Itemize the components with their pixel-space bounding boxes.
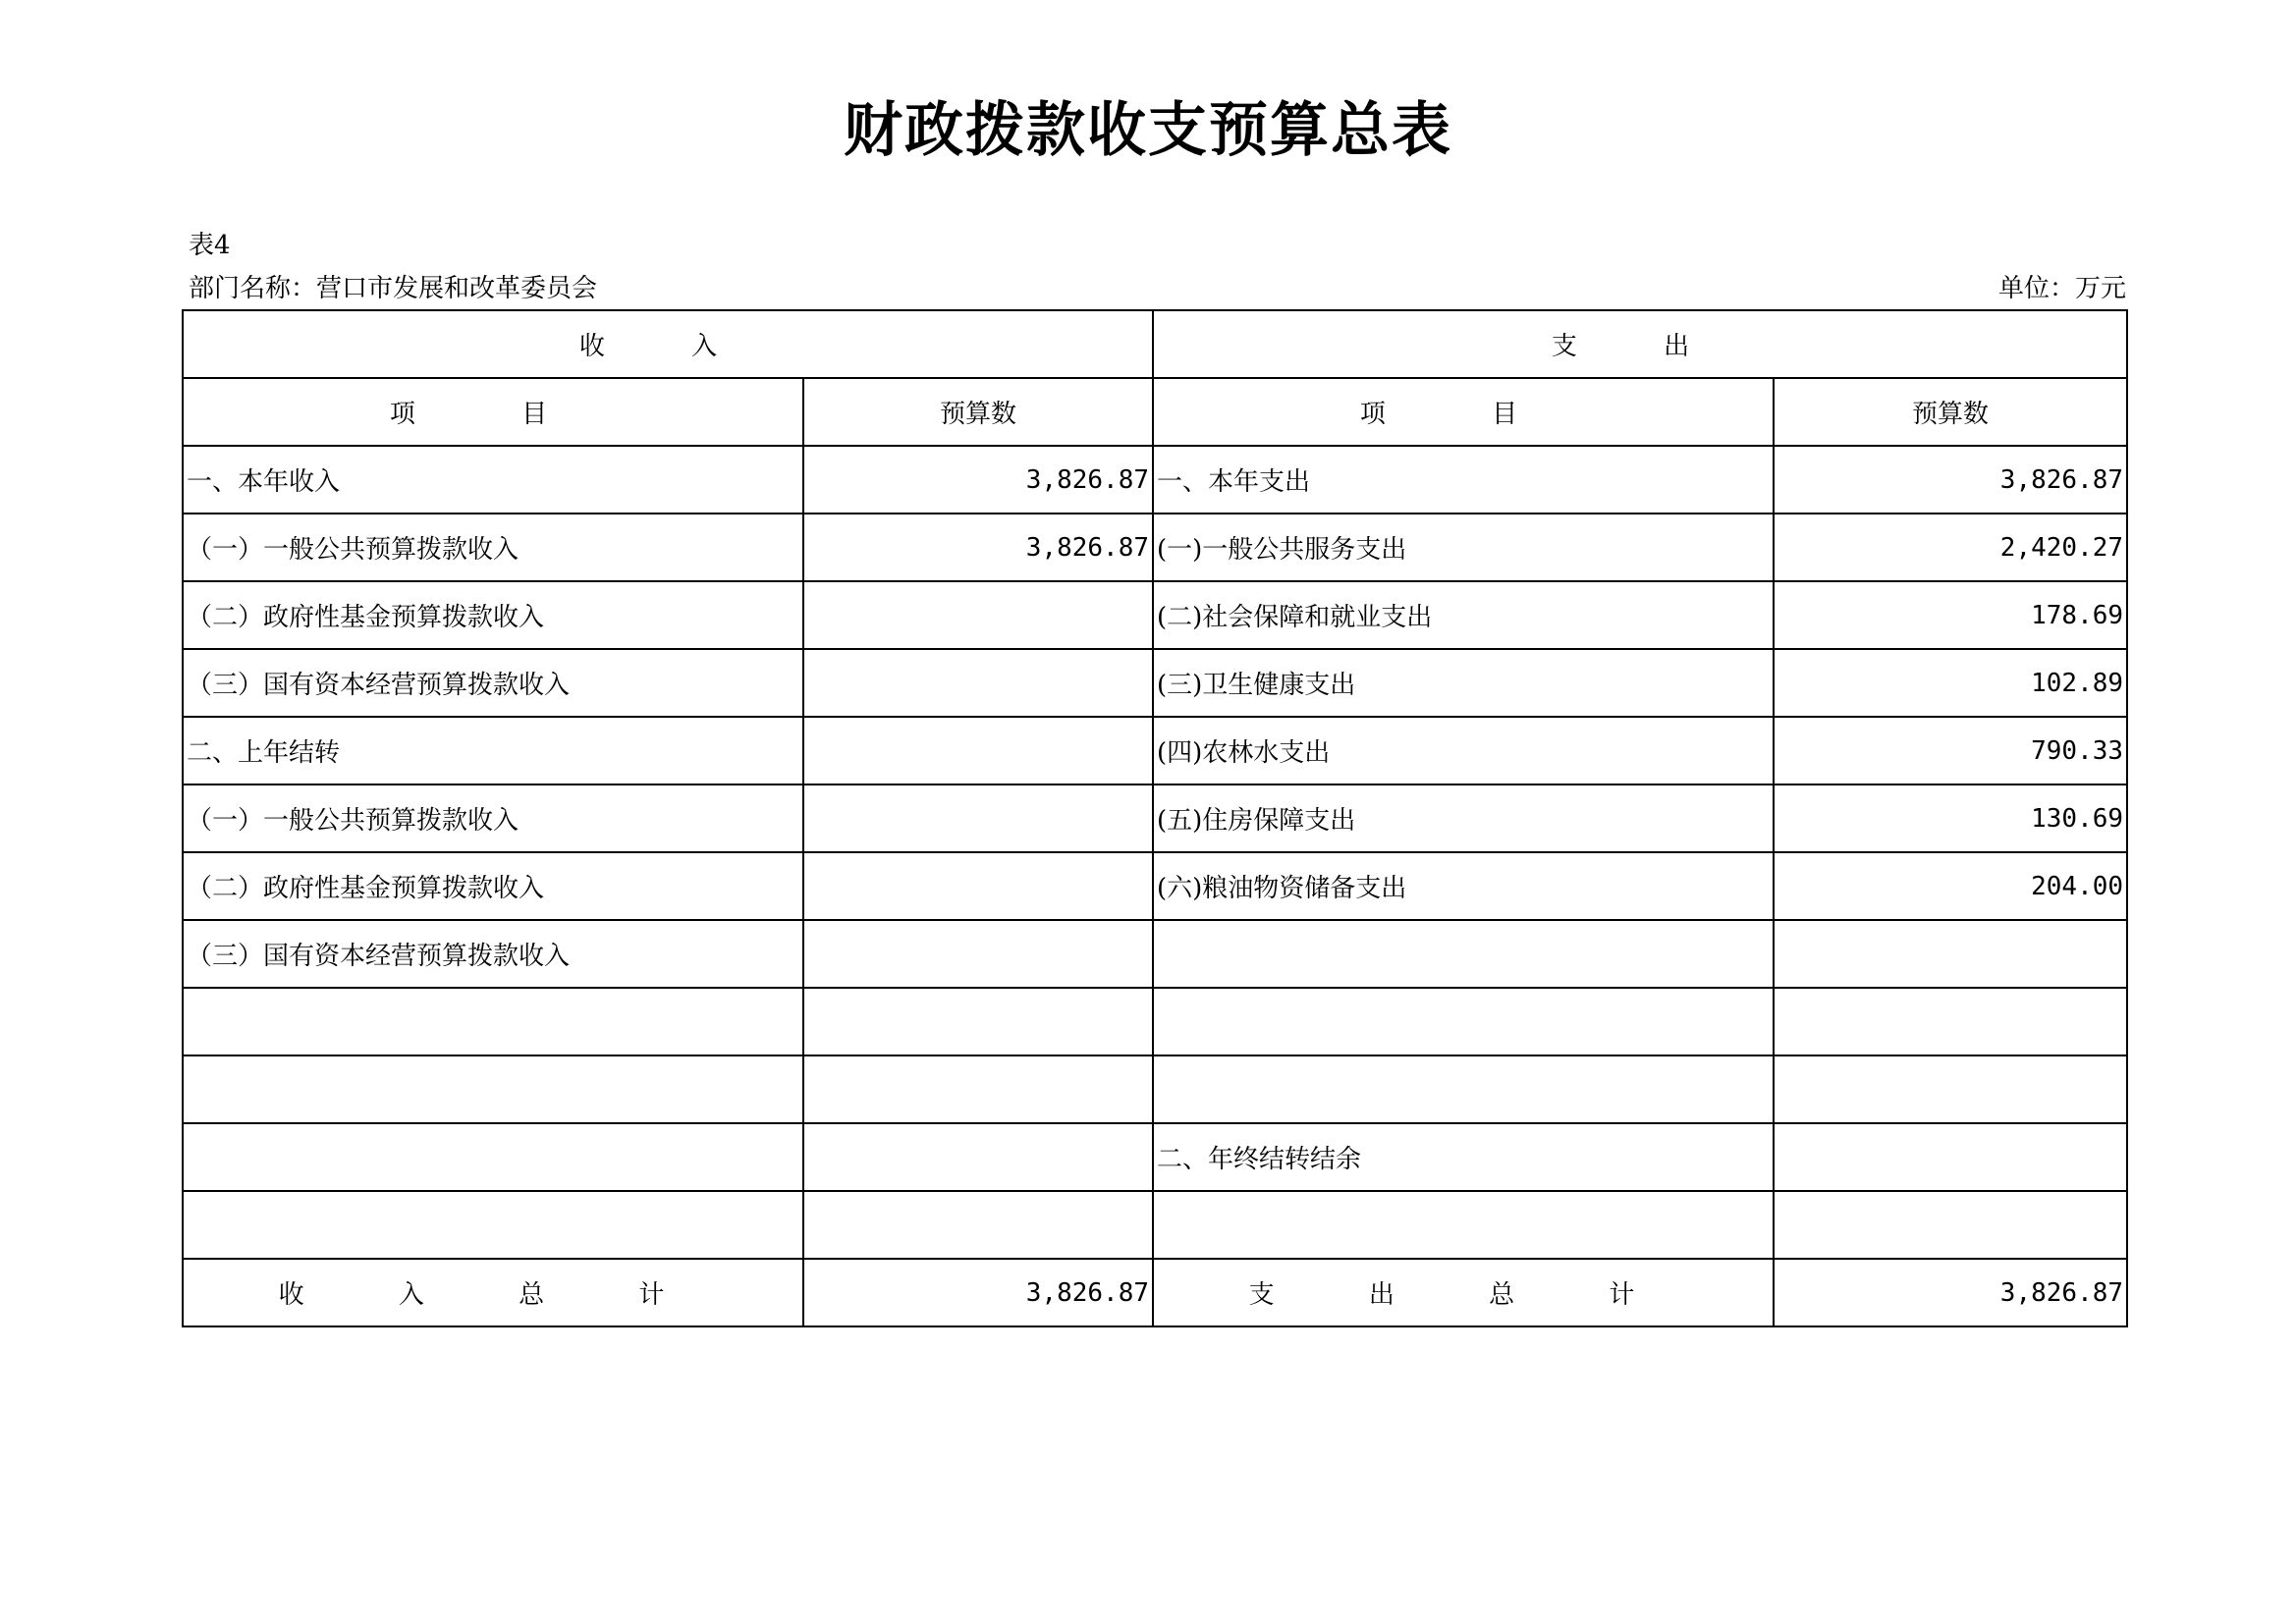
expense-item-header: 项 目 [1153, 378, 1774, 446]
totals-row [183, 1259, 2127, 1326]
expense-value-cell [1774, 988, 2127, 1055]
expense-value-cell: 790.33 [1774, 717, 2127, 784]
expense-value-cell [1774, 1055, 2127, 1123]
table-body [183, 446, 2127, 1259]
income-value-cell [803, 1055, 1153, 1123]
table-row [183, 446, 2127, 514]
income-total-label: 收 入 总 计 [183, 1259, 803, 1326]
expense-item-cell: (六)粮油物资储备支出 [1153, 852, 1774, 920]
income-item-header: 项 目 [183, 378, 803, 446]
expense-value-cell: 3,826.87 [1774, 446, 2127, 514]
income-value-cell [803, 988, 1153, 1055]
income-value-cell [803, 852, 1153, 920]
income-item-cell [183, 1191, 803, 1259]
header-row-columns [183, 378, 2127, 446]
expense-budget-header: 预算数 [1774, 378, 2127, 446]
income-value-cell [803, 581, 1153, 649]
income-item-cell [183, 1123, 803, 1191]
income-item-cell: （一）一般公共预算拨款收入 [183, 514, 803, 581]
income-item-cell [183, 1055, 803, 1123]
income-item-cell: （二）政府性基金预算拨款收入 [183, 852, 803, 920]
unit-label: 单位：万元 [1997, 274, 2126, 303]
income-value-cell [803, 920, 1153, 988]
income-value-cell: 3,826.87 [803, 446, 1153, 514]
income-item-cell: （三）国有资本经营预算拨款收入 [183, 649, 803, 717]
expense-item-cell: (三)卫生健康支出 [1153, 649, 1774, 717]
income-item-cell: （三）国有资本经营预算拨款收入 [183, 920, 803, 988]
income-item-cell: （一）一般公共预算拨款收入 [183, 784, 803, 852]
header-row-sections [183, 310, 2127, 378]
table-row [183, 717, 2127, 784]
expense-section-header: 支 出 [1153, 310, 2127, 378]
table-row [183, 1123, 2127, 1191]
expense-value-cell [1774, 920, 2127, 988]
expense-item-cell: 二、年终结转结余 [1153, 1123, 1774, 1191]
budget-table [182, 309, 2128, 1327]
expense-item-cell: (四)农林水支出 [1153, 717, 1774, 784]
table-row [183, 1191, 2127, 1259]
expense-item-cell: (一)一般公共服务支出 [1153, 514, 1774, 581]
expense-value-cell: 130.69 [1774, 784, 2127, 852]
table-row [183, 1055, 2127, 1123]
table-row [183, 514, 2127, 581]
table-number: 表4 [189, 231, 231, 260]
expense-value-cell: 204.00 [1774, 852, 2127, 920]
income-item-cell: 二、上年结转 [183, 717, 803, 784]
income-value-cell [803, 717, 1153, 784]
table-row [183, 852, 2127, 920]
table-row [183, 920, 2127, 988]
income-value-cell: 3,826.87 [803, 514, 1153, 581]
table-row [183, 784, 2127, 852]
expense-value-cell [1774, 1191, 2127, 1259]
expense-total-label: 支 出 总 计 [1153, 1259, 1774, 1326]
expense-total-value: 3,826.87 [1774, 1259, 2127, 1326]
expense-value-cell [1774, 1123, 2127, 1191]
table-row [183, 988, 2127, 1055]
page-title: 财政拨款收支预算总表 [844, 96, 1452, 165]
income-total-value: 3,826.87 [803, 1259, 1153, 1326]
table-row [183, 649, 2127, 717]
income-item-cell: 一、本年收入 [183, 446, 803, 514]
expense-item-cell [1153, 988, 1774, 1055]
income-value-cell [803, 1191, 1153, 1259]
expense-item-cell: (二)社会保障和就业支出 [1153, 581, 1774, 649]
department-name: 部门名称：营口市发展和改革委员会 [189, 274, 598, 303]
expense-value-cell: 2,420.27 [1774, 514, 2127, 581]
expense-item-cell [1153, 920, 1774, 988]
income-item-cell [183, 988, 803, 1055]
expense-value-cell: 178.69 [1774, 581, 2127, 649]
table-row [183, 581, 2127, 649]
expense-item-cell [1153, 1055, 1774, 1123]
income-value-cell [803, 784, 1153, 852]
income-value-cell [803, 1123, 1153, 1191]
expense-item-cell: (五)住房保障支出 [1153, 784, 1774, 852]
expense-item-cell [1153, 1191, 1774, 1259]
expense-value-cell: 102.89 [1774, 649, 2127, 717]
income-value-cell [803, 649, 1153, 717]
expense-item-cell: 一、本年支出 [1153, 446, 1774, 514]
income-item-cell: （二）政府性基金预算拨款收入 [183, 581, 803, 649]
income-budget-header: 预算数 [803, 378, 1153, 446]
income-section-header: 收 入 [183, 310, 1153, 378]
